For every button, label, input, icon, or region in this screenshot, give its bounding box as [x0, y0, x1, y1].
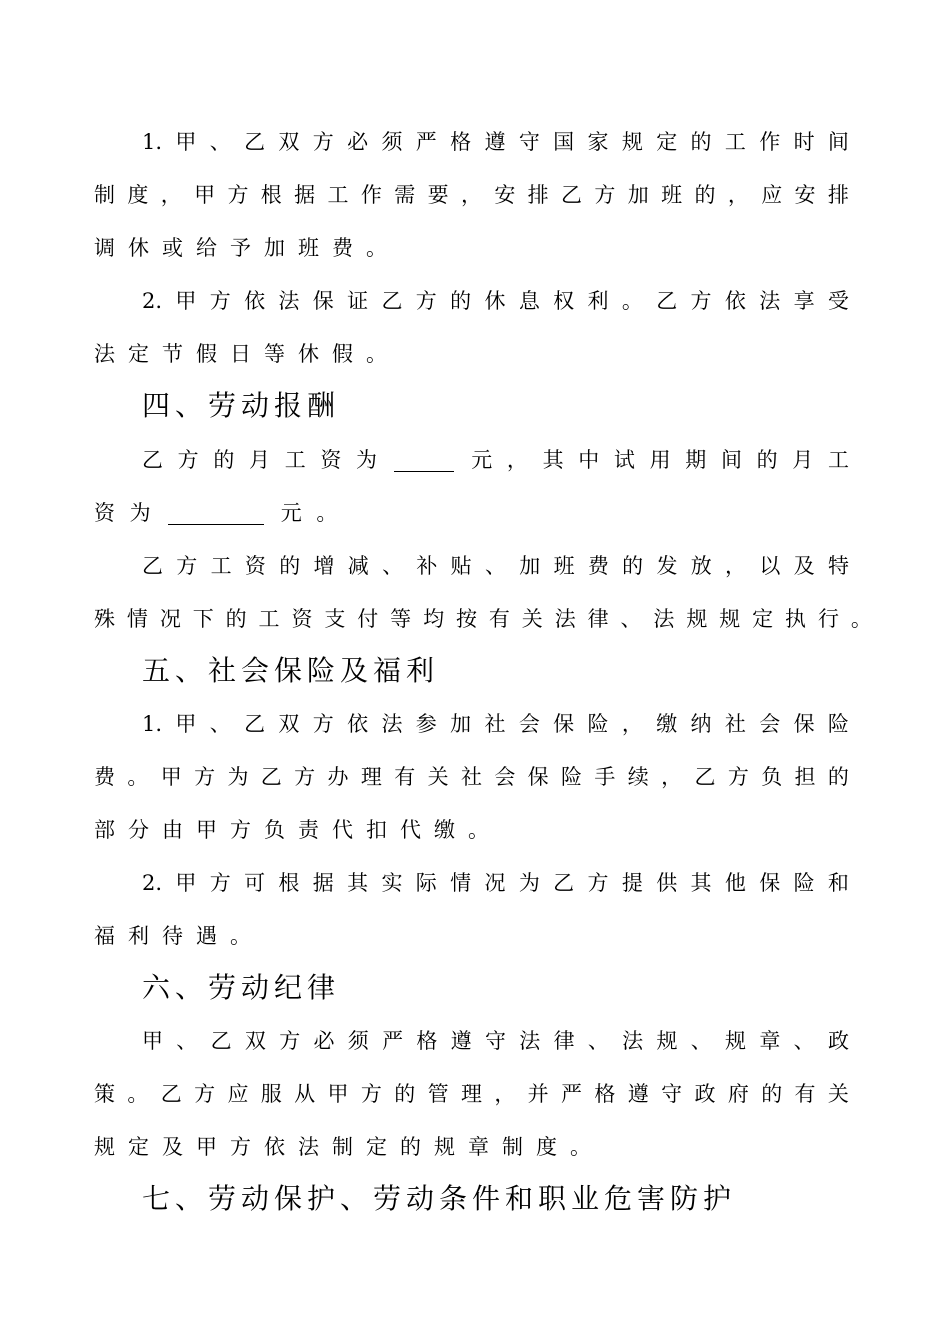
salary-line-1: [142, 442, 849, 478]
paragraph-line: 殊 情 况 下 的 工 资 支 付 等 均 按 有 关 法 律 、 法 规 规 定 执 行 。: [94, 607, 872, 631]
salary-text: 元 ， 其 中 试 用 期 间 的 月 工: [471, 448, 849, 472]
paragraph-line: 乙 方 工 资 的 增 减 、 补 贴 、 加 班 费 的 发 放 ， 以 及 特: [142, 554, 849, 578]
paragraph-line: 调 休 或 给 予 加 班 费 。: [94, 236, 387, 260]
paragraph-line: 1. 甲 、 乙 双 方 必 须 严 格 遵 守 国 家 规 定 的 工 作 时 间: [142, 130, 849, 154]
monthly-salary-blank: [394, 449, 454, 472]
section-heading-7: 七、劳动保护、劳动条件和职业危害防护: [142, 1182, 737, 1215]
salary-text: 乙 方 的 月 工 资 为: [142, 448, 378, 472]
section-heading-5: 五、社会保险及福利: [142, 654, 440, 687]
paragraph-line: 1. 甲 、 乙 双 方 依 法 参 加 社 会 保 险 ， 缴 纳 社 会 保 险: [142, 712, 849, 736]
paragraph-line: 制 度 ， 甲 方 根 据 工 作 需 要 ， 安 排 乙 方 加 班 的 ， 应 安 排: [94, 183, 849, 207]
paragraph-line: 费 。 甲 方 为 乙 方 办 理 有 关 社 会 保 险 手 续 ， 乙 方 负 担 的: [94, 765, 849, 789]
paragraph-line: 2. 甲 方 可 根 据 其 实 际 情 况 为 乙 方 提 供 其 他 保 险 和: [142, 871, 849, 895]
paragraph-line: 规 定 及 甲 方 依 法 制 定 的 规 章 制 度 。: [94, 1135, 591, 1159]
paragraph-line: 2. 甲 方 依 法 保 证 乙 方 的 休 息 权 利 。 乙 方 依 法 享 受: [142, 289, 849, 313]
paragraph-line: 福 利 待 遇 。: [94, 924, 251, 948]
paragraph-line: 策 。 乙 方 应 服 从 甲 方 的 管 理 ， 并 严 格 遵 守 政 府 的 有 关: [94, 1082, 849, 1106]
paragraph-line: 法 定 节 假 日 等 休 假 。: [94, 342, 387, 366]
paragraph-line: 甲 、 乙 双 方 必 须 严 格 遵 守 法 律 、 法 规 、 规 章 、 政: [142, 1029, 849, 1053]
probation-salary-blank: [168, 502, 264, 525]
salary-text: 资 为: [94, 501, 151, 525]
section-heading-4: 四、劳动报酬: [142, 389, 341, 422]
salary-text: 元 。: [280, 501, 338, 525]
paragraph-line: 部 分 由 甲 方 负 责 代 扣 代 缴 。: [94, 818, 489, 842]
section-heading-6: 六、劳动纪律: [142, 971, 341, 1004]
salary-line-2: [94, 495, 849, 531]
